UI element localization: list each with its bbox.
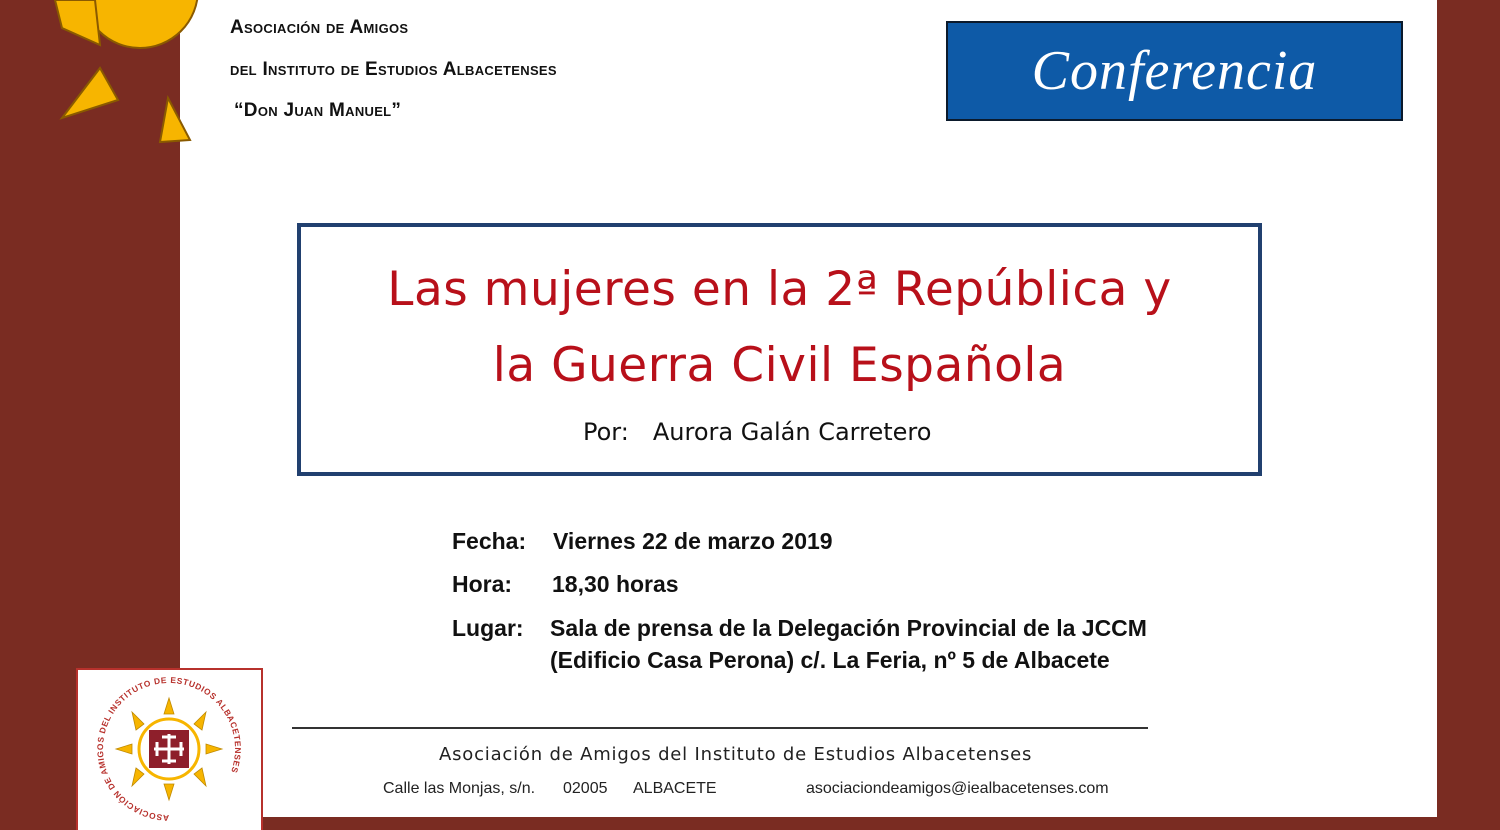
association-seal-logo	[76, 668, 263, 830]
time-value: 18,30 horas	[552, 571, 679, 597]
date-label: Fecha:	[452, 528, 527, 554]
place-label: Lugar:	[452, 615, 524, 641]
sun-logo-decoration	[0, 0, 200, 150]
place-value-line1: Sala de prensa de la Delegación Provincial de la JCCM	[550, 615, 1147, 641]
author-line	[583, 418, 931, 446]
footer-org-name: Asociación de Amigos del Instituto de Estudios Albacetenses	[439, 744, 1033, 765]
footer-city: ALBACETE	[633, 780, 717, 797]
footer-zip: 02005	[563, 780, 608, 797]
event-title-line1: Las mujeres en la 2ª República y	[387, 262, 1172, 317]
conference-badge	[946, 21, 1403, 121]
footer-email: asociaciondeamigos@iealbacetenses.com	[806, 780, 1109, 797]
title-frame	[297, 223, 1262, 476]
seal-ring-text: ASOCIACIÓN DE AMIGOS DEL INSTITUTO DE ESTUDIOS ALBACETENSES	[94, 674, 244, 824]
org-name-line1: Asociación de Amigos	[230, 17, 409, 38]
author-label: Por:	[583, 418, 629, 446]
conference-badge-label: Conferencia	[1031, 40, 1318, 102]
place-value-line2: (Edificio Casa Perona) c/. La Feria, nº 5 de Albacete	[550, 647, 1110, 673]
footer-divider	[292, 727, 1148, 729]
author-name: Aurora Galán Carretero	[652, 418, 932, 446]
footer-street: Calle las Monjas, s/n.	[383, 780, 536, 797]
date-value: Viernes 22 de marzo 2019	[553, 528, 833, 554]
event-title-line2: la Guerra Civil Española	[492, 338, 1067, 393]
time-label: Hora:	[452, 571, 513, 597]
org-name-line3: “Don Juan Manuel”	[234, 100, 402, 121]
org-name-line2: del Instituto de Estudios Albacetenses	[230, 59, 557, 80]
